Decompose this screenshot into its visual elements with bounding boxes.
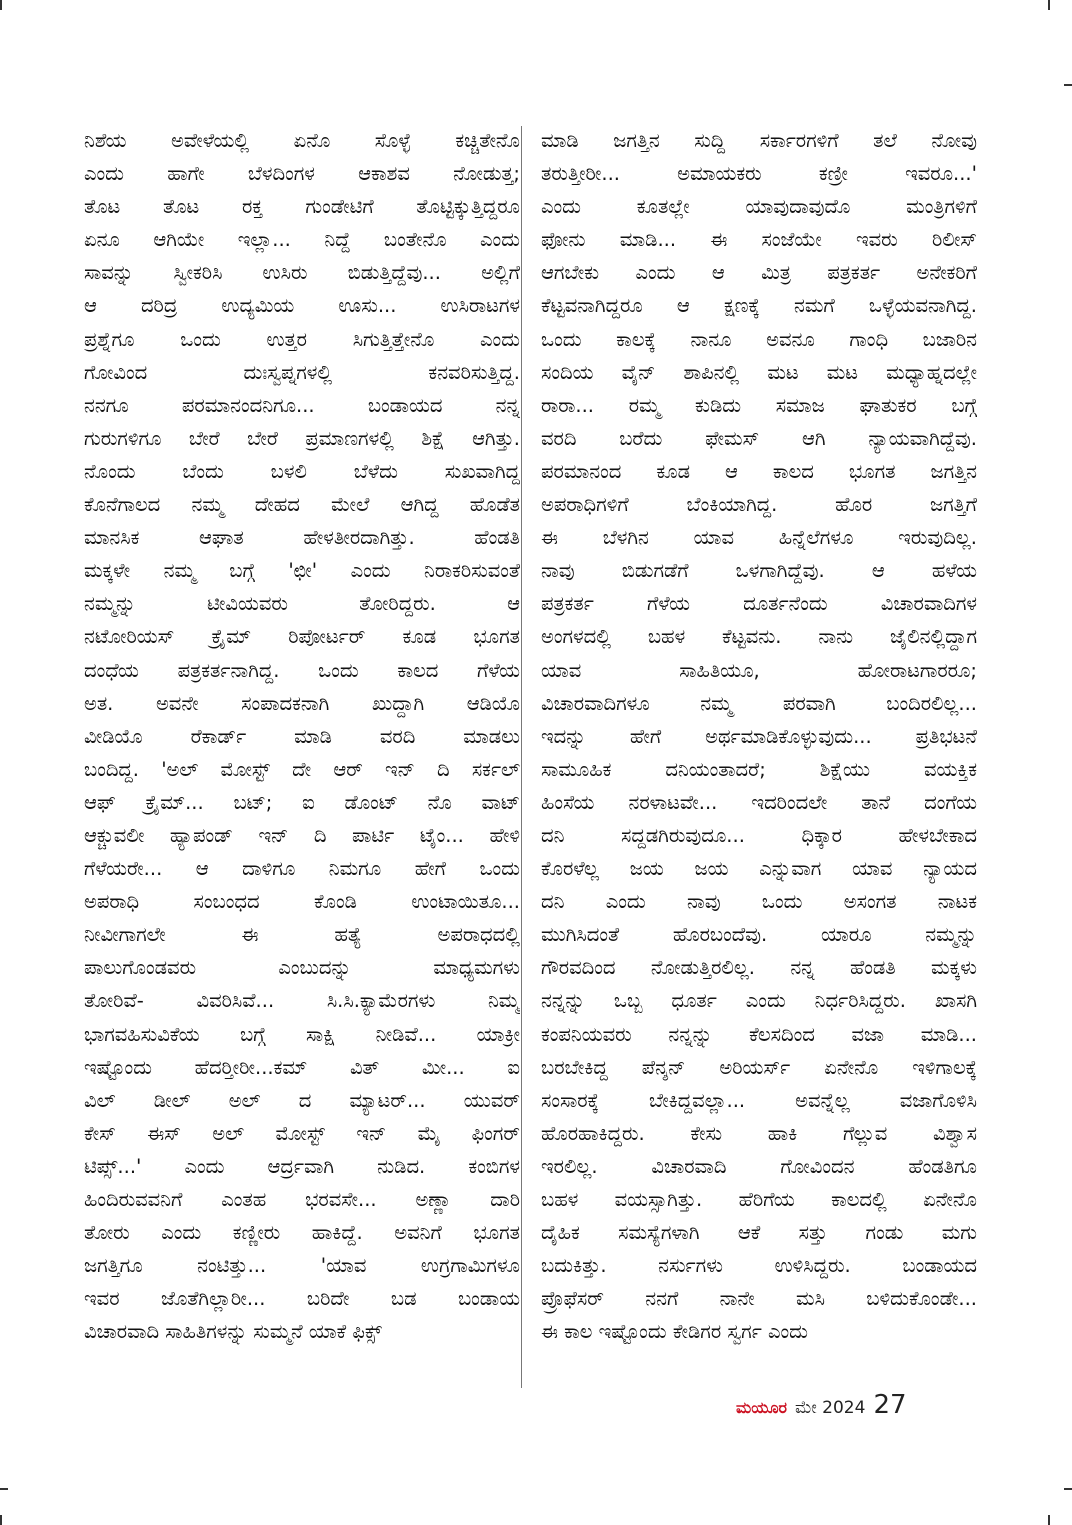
text-line: ಕಂಪನಿಯವರು ನನ್ನನ್ನು ಕೆಲಸದಿಂದ ವಜಾ ಮಾಡಿ...	[541, 1022, 977, 1046]
crop-mark	[0, 0, 2, 10]
text-line: ವೀಡಿಯೊ ರೆಕಾರ್ಡ್ ಮಾಡಿ ವರದಿ ಮಾಡಲು	[84, 724, 520, 748]
text-line: ಗುರುಗಳಿಗೂ ಬೇರೆ ಬೇರೆ ಪ್ರಮಾಣಗಳಲ್ಲಿ ಶಿಕ್ಷೆ ಆಗಿತ್ತು.	[84, 426, 520, 450]
text-column-left	[84, 124, 520, 1348]
text-line: ವಿಚಾರವಾದಿಗಳೂ ನಮ್ಮ ಪರವಾಗಿ ಬಂದಿರಲಿಲ್ಲ...	[541, 691, 977, 715]
crop-mark	[1064, 1488, 1072, 1490]
text-line: ಯಾವ ಸಾಹಿತಿಯೂ, ಹೋರಾಟಗಾರರೂ;	[541, 658, 977, 682]
text-line: ಏನೂ ಆಗಿಯೇ ಇಲ್ಲಾ... ನಿದ್ದೆ ಬಂತೇನೊ ಎಂದು	[84, 228, 520, 252]
text-line: ಅಪರಾಧಿಗಳಿಗೆ ಬೆಂಕಿಯಾಗಿದ್ದ. ಹೊರ ಜಗತ್ತಿಗೆ	[541, 493, 977, 517]
text-line: ಮಾಡಿ ಜಗತ್ತಿನ ಸುದ್ದಿ ಸರ್ಕಾರಗಳಿಗೆ ತಲೆ ನೋವು	[541, 129, 977, 152]
text-line: ಆ ದರಿದ್ರ ಉದ್ಯಮಿಯ ಊಸು... ಉಸಿರಾಟಗಳ	[84, 294, 520, 318]
text-line: ಗೆಳೆಯರೇ... ಆ ದಾಳಿಗೂ ನಿಮಗೂ ಹೇಗೆ ಒಂದು	[84, 857, 520, 881]
text-line: ಇರಲಿಲ್ಲ. ವಿಚಾರವಾದಿ ಗೋವಿಂದನ ಹೆಂಡತಿಗೂ	[541, 1154, 977, 1178]
text-line: ಕೊರಳೆಲ್ಲ ಜಯ ಜಯ ಎನ್ನುವಾಗ ಯಾವ ನ್ಯಾಯದ	[541, 857, 977, 881]
text-line: ತರುತ್ತೀರೀ... ಅಮಾಯಕರು ಕಣ್ರೀ ಇವರೂ...'	[541, 162, 977, 186]
text-line: ಬರಬೇಕಿದ್ದ ಪೆನ್ಶನ್ ಅರಿಯರ್ಸ್ ಏನೇನೊ ಇಳಿಗಾಲಕ್ಕೆ	[541, 1055, 977, 1079]
text-line: ಅಪರಾಧಿ ಸಂಬಂಧದ ಕೊಂಡಿ ಉಂಟಾಯಿತೂ...	[84, 890, 520, 914]
text-line: ಫೋನು ಮಾಡಿ... ಈ ಸಂಜೆಯೇ ಇವರು ರಿಲೀಸ್	[541, 228, 977, 252]
text-line: ತೋರು ಎಂದು ಕಣ್ಣೀರು ಹಾಕಿದ್ದೆ. ಅವನಿಗೆ ಭೂಗತ	[84, 1221, 520, 1245]
text-line: ಗೌರವದಿಂದ ನೋಡುತ್ತಿರಲಿಲ್ಲ. ನನ್ನ ಹೆಂಡತಿ ಮಕ್ಕಳು	[541, 956, 977, 980]
text-line: ಆಕ್ಚುವಲೀ ಹ್ಯಾಪಂಡ್ ಇನ್ ದಿ ಪಾರ್ಟಿ ಟೈಂ... ಹೇಳಿ	[84, 823, 520, 847]
text-line: ಸಂಸಾರಕ್ಕೆ ಬೇಕಿದ್ದವಲ್ಲಾ... ಅವನ್ನೆಲ್ಲ ವಜಾಗೊಳಿಸಿ	[541, 1088, 977, 1112]
text-line: ಆಫ್ ಕ್ರೈಮ್... ಬಟ್; ಐ ಡೊಂಟ್ ನೊ ವಾಟ್	[84, 790, 520, 814]
text-line: ಅತ. ಅವನೇ ಸಂಪಾದಕನಾಗಿ ಖುದ್ದಾಗಿ ಆಡಿಯೊ	[84, 691, 520, 715]
text-line: ವಿಚಾರವಾದಿ ಸಾಹಿತಿಗಳನ್ನು ಸುಮ್ಮನೆ ಯಾಕೆ ಫಿಕ್ಸ್	[84, 1320, 382, 1344]
crop-mark	[1048, 1515, 1050, 1525]
crop-mark	[0, 1488, 8, 1490]
text-line: ತೊಟ ತೊಟ ರಕ್ತ ಗುಂಡೇಟಿಗೆ ತೊಟ್ಟಿಕ್ಕುತ್ತಿದ್ದರೂ	[84, 195, 520, 219]
text-line: ಮುಗಿಸಿದಂತೆ ಹೊರಬಂದೆವು. ಯಾರೂ ನಮ್ಮನ್ನು	[541, 923, 977, 947]
text-line: ಎಂದು ಹಾಗೇ ಬೆಳದಿಂಗಳ ಆಕಾಶವ ನೋಡುತ್ತ;	[84, 162, 520, 186]
text-line: ಮಕ್ಕಳೇ ನಮ್ಮ ಬಗ್ಗೆ 'ಛೀ' ಎಂದು ನಿರಾಕರಿಸುವಂತೆ	[84, 559, 520, 583]
text-line: ನಿಶೆಯ ಅವೇಳೆಯಲ್ಲಿ ಏನೊ ಸೊಳ್ಳೆ ಕಚ್ಚಿತೇನೊ	[84, 129, 520, 152]
text-line: ಈ ಕಾಲ ಇಷ್ಟೊಂದು ಕೇಡಿಗರ ಸ್ವರ್ಗ ಎಂದು	[541, 1320, 808, 1344]
text-line: ಟಿಪ್ಸ್...' ಎಂದು ಆರ್ದ್ರವಾಗಿ ನುಡಿದ. ಕಂಬಿಗಳ	[84, 1154, 520, 1178]
text-line: ದನಿ ಎಂದು ನಾವು ಒಂದು ಅಸಂಗತ ನಾಟಕ	[541, 890, 977, 914]
column-divider	[521, 126, 522, 1388]
text-line: ತೋರಿವೆ- ವಿವರಿಸಿವೆ... ಸಿ.ಸಿ.ಕ್ಯಾಮೆರಗಳು ನಿಮ್ಮ	[84, 989, 520, 1013]
text-line: ಒಂದು ಕಾಲಕ್ಕೆ ನಾನೂ ಅವನೂ ಗಾಂಧಿ ಬಜಾರಿನ	[541, 327, 977, 351]
text-line: ದನಿ ಸದ್ದಡಗಿರುವುದೂ... ಧಿಕ್ಕಾರ ಹೇಳಬೇಕಾದ	[541, 823, 977, 847]
crop-mark	[0, 1515, 2, 1525]
text-line: ನಟೋರಿಯಸ್ ಕ್ರೈಮ್ ರಿಪೋರ್ಟರ್ ಕೂಡ ಭೂಗತ	[84, 625, 520, 649]
text-line: ಕೇಸ್ ಈಸ್ ಅಲ್ ಮೋಸ್ಟ್ ಇನ್ ಮೈ ಫಿಂಗರ್	[84, 1121, 520, 1145]
text-line: ಕೊನೆಗಾಲದ ನಮ್ಮ ದೇಹದ ಮೇಲೆ ಆಗಿದ್ದ ಹೊಡೆತ	[84, 493, 520, 517]
page-number: 27	[873, 1390, 907, 1420]
text-line: ಹೊರಹಾಕಿದ್ದರು. ಕೇಸು ಹಾಕಿ ಗೆಲ್ಲುವ ವಿಶ್ವಾಸ	[541, 1121, 977, 1145]
text-line: ಪತ್ರಕರ್ತ ಗೆಳೆಯ ದೂರ್ತನೆಂದು ವಿಚಾರವಾದಿಗಳ	[541, 592, 977, 616]
text-line: ಬದುಕಿತ್ತು. ನರ್ಸುಗಳು ಉಳಿಸಿದ್ದರು. ಬಂಡಾಯದ	[541, 1254, 977, 1278]
text-line: ಇದನ್ನು ಹೇಗೆ ಅರ್ಥಮಾಡಿಕೊಳ್ಳುವುದು... ಪ್ರತಿಭಟನೆ	[541, 724, 977, 748]
text-line: ನೀವೀಗಾಗಲೇ ಈ ಹತ್ಯೆ ಅಪರಾಧದಲ್ಲಿ	[84, 923, 520, 947]
text-line: ಸಾಮೂಹಿಕ ದನಿಯಂತಾದರೆ; ಶಿಕ್ಷೆಯು ವಯಕ್ತಿಕ	[541, 757, 977, 781]
text-line: ದೈಹಿಕ ಸಮಸ್ಯೆಗಳಾಗಿ ಆಕೆ ಸತ್ತು ಗಂಡು ಮಗು	[541, 1221, 977, 1245]
text-line: ನನ್ನನ್ನು ಒಬ್ಬ ಧೂರ್ತ ಎಂದು ನಿರ್ಧರಿಸಿದ್ದರು. ಖಾಸಗಿ	[541, 989, 977, 1013]
page-footer	[736, 1390, 907, 1430]
crop-mark	[1064, 84, 1072, 86]
text-line: ಬಹಳ ವಯಸ್ಸಾಗಿತ್ತು. ಹೆರಿಗೆಯ ಕಾಲದಲ್ಲಿ ಏನೇನೊ	[541, 1188, 977, 1211]
text-line: ಸಾವನ್ನು ಸ್ವೀಕರಿಸಿ ಉಸಿರು ಬಿಡುತ್ತಿದ್ದೆವು... ಅಲ್ಲಿಗೆ	[84, 261, 520, 285]
text-line: ಗೋವಿಂದ ದುಃಸ್ವಪ್ನಗಳಲ್ಲಿ ಕನವರಿಸುತ್ತಿದ್ದ.	[84, 360, 520, 384]
text-line: ಹಿಂಸೆಯ ನರಳಾಟವೇ... ಇದರಿಂದಲೇ ತಾನೆ ದಂಗೆಯ	[541, 790, 977, 814]
text-line: ರಾರಾ... ರಮ್ಮ ಕುಡಿದು ಸಮಾಜ ಘಾತುಕರ ಬಗ್ಗೆ	[541, 393, 977, 417]
text-line: ಮಾನಸಿಕ ಆಘಾತ ಹೇಳತೀರದಾಗಿತ್ತು. ಹೆಂಡತಿ	[84, 526, 520, 550]
text-line: ಇಷ್ಟೊಂದು ಹೆದರ್‍ತೀರೀ...ಕಮ್ ವಿತ್ ಮೀ... ಐ	[84, 1055, 520, 1079]
text-line: ವರದಿ ಬರೆದು ಫೇಮಸ್ ಆಗಿ ನ್ಯಾಯವಾಗಿದ್ದೆವು.	[541, 426, 977, 450]
text-line: ನನಗೂ ಪರಮಾನಂದನಿಗೂ... ಬಂಡಾಯದ ನನ್ನ	[84, 393, 520, 417]
text-line: ಕೆಟ್ಟವನಾಗಿದ್ದರೂ ಆ ಕ್ಷಣಕ್ಕೆ ನಮಗೆ ಒಳ್ಳೆಯವನಾಗಿದ್ದ.	[541, 294, 977, 318]
text-line: ನೊಂದು ಬೆಂದು ಬಳಲಿ ಬೆಳೆದು ಸುಖವಾಗಿದ್ದ	[84, 459, 520, 483]
text-line: ಭಾಗವಹಿಸುವಿಕೆಯ ಬಗ್ಗೆ ಸಾಕ್ಷಿ ನೀಡಿವೆ... ಯಾಕ್ರೀ	[84, 1022, 520, 1046]
text-line: ವಿಲ್ ಡೀಲ್ ಅಲ್ ದ ಮ್ಯಾಟರ್... ಯುವರ್	[84, 1088, 520, 1112]
text-line: ಆಗಬೇಕು ಎಂದು ಆ ಮಿತ್ರ ಪತ್ರಕರ್ತ ಅನೇಕರಿಗೆ	[541, 261, 977, 285]
text-line: ದಂಧೆಯ ಪತ್ರಕರ್ತನಾಗಿದ್ದ. ಒಂದು ಕಾಲದ ಗೆಳೆಯ	[84, 658, 520, 682]
text-line: ಬಂದಿದ್ದ. 'ಅಲ್ ಮೋಸ್ಟ್ ದೇ ಆರ್ ಇನ್ ದಿ ಸರ್ಕಲ್	[84, 757, 520, 781]
magazine-name: ಮಯೂರ	[736, 1398, 788, 1417]
text-line: ಇವರ ಜೊತೆಗಿಲ್ಲಾರೀ... ಬರಿದೇ ಬಡ ಬಂಡಾಯ	[84, 1287, 520, 1311]
text-line: ಪ್ರಶ್ನೆಗೂ ಒಂದು ಉತ್ತರ ಸಿಗುತ್ತಿತ್ತೇನೊ ಎಂದು	[84, 327, 520, 351]
text-line: ನಾವು ಬಿಡುಗಡೆಗೆ ಒಳಗಾಗಿದ್ದೆವು. ಆ ಹಳೆಯ	[541, 559, 977, 583]
text-line: ಪಾಲುಗೊಂಡವರು ಎಂಬುದನ್ನು ಮಾಧ್ಯಮಗಳು	[84, 956, 520, 980]
text-line: ಜಗತ್ತಿಗೂ ನಂಟಿತ್ತು... 'ಯಾವ ಉಗ್ರಗಾಮಿಗಳೂ	[84, 1254, 520, 1278]
text-line: ಪರಮಾನಂದ ಕೂಡ ಆ ಕಾಲದ ಭೂಗತ ಜಗತ್ತಿನ	[541, 459, 977, 483]
crop-mark	[1048, 0, 1050, 10]
text-line: ಎಂದು ಕೂತಲ್ಲೇ ಯಾವುದಾವುದೊ ಮಂತ್ರಿಗಳಿಗೆ	[541, 195, 977, 219]
text-line: ಸಂದಿಯ ವೈನ್ ಶಾಪಿನಲ್ಲಿ ಮಟ ಮಟ ಮಧ್ಯಾಹ್ನದಲ್ಲೇ	[541, 360, 977, 384]
issue-date: ಮೇ 2024	[795, 1398, 866, 1418]
text-line: ಹಿಂದಿರುವವನಿಗೆ ಎಂತಹ ಭರವಸೇ... ಅಣ್ಣಾ ದಾರಿ	[84, 1188, 520, 1211]
text-line: ನಮ್ಮನ್ನು ಟೀವಿಯವರು ತೋರಿದ್ದರು. ಆ	[84, 592, 520, 616]
text-line: ಈ ಬೆಳಗಿನ ಯಾವ ಹಿನ್ನೆಲೆಗಳೂ ಇರುವುದಿಲ್ಲ.	[541, 526, 977, 550]
text-line: ಅಂಗಳದಲ್ಲಿ ಬಹಳ ಕೆಟ್ಟವನು. ನಾನು ಜೈಲಿನಲ್ಲಿದ್ದಾಗ	[541, 625, 977, 649]
text-line: ಪ್ರೊಫೆಸರ್ ನನಗೆ ನಾನೇ ಮಸಿ ಬಳಿದುಕೊಂಡೇ...	[541, 1287, 977, 1311]
text-column-right	[541, 124, 977, 1348]
